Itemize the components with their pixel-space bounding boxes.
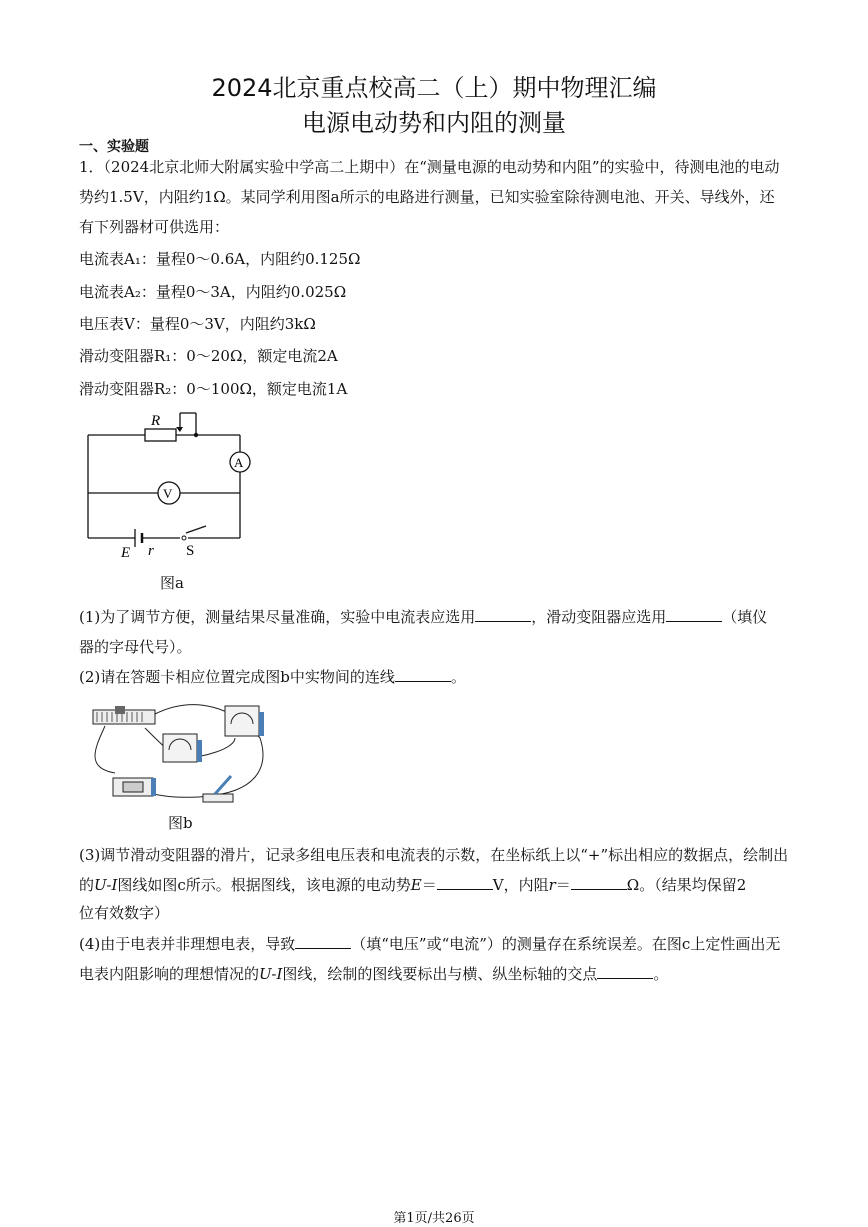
- label-emf: E: [121, 545, 131, 561]
- sub-question-3-cont: 的U-I图线如图c所示。根据图线，该电源的电动势E＝ V，内阻r＝ Ω。（结果均保留2: [79, 876, 747, 894]
- equipment-item: 电流表A₁：量程0～0.6A，内阻约0.125Ω: [79, 250, 361, 268]
- answer-blank[interactable]: [437, 875, 493, 890]
- sub-question-1-cont: 器的字母代号）。: [79, 638, 192, 656]
- label-ammeter: A: [234, 455, 244, 470]
- answer-blank[interactable]: [597, 964, 653, 979]
- question-intro-line: 有下列器材可供选用：: [79, 218, 230, 236]
- answer-blank[interactable]: [571, 875, 627, 890]
- sub-question-4: (4)由于电表并非理想电表，导致 （填“电压”或“电流”）的测量存在系统误差。在图c上定性画出无: [79, 935, 781, 953]
- question-intro-line: 1．（2024北京北师大附属实验中学高二上期中）在“测量电源的电动势和内阻”的实验中，待测电池的电动: [79, 158, 780, 176]
- answer-blank[interactable]: [295, 934, 351, 949]
- answer-blank[interactable]: [666, 607, 722, 622]
- question-intro-line: 势约1.5V，内阻约1Ω。某同学利用图a所示的电路进行测量，已知实验室除待测电池、开关、导线外，还: [79, 188, 775, 206]
- equipment-item: 滑动变阻器R₁：0～20Ω，额定电流2A: [79, 347, 338, 365]
- label-switch: S: [186, 543, 195, 559]
- label-internal-r: r: [148, 543, 154, 559]
- sub-question-4-cont: 电表内阻影响的理想情况的U-I图线，绘制的图线要标出与横、纵坐标轴的交点 。: [79, 965, 669, 983]
- label-voltmeter: V: [163, 486, 173, 501]
- page-subtitle: 电源电动势和内阻的测量: [302, 109, 566, 137]
- circuit-diagram-a: [80, 405, 255, 565]
- sub-question-3: (3)调节滑动变阻器的滑片，记录多组电压表和电流表的示数，在坐标纸上以“+”标出相应的数据点，绘制出: [79, 846, 789, 864]
- sub-question-1: (1)为了调节方便，测量结果尽量准确，实验中电流表应选用 ，滑动变阻器应选用 （填仪: [79, 608, 768, 626]
- figure-a-caption: 图a: [160, 574, 184, 592]
- equipment-item: 电压表V：量程0～3V，内阻约3kΩ: [79, 315, 316, 333]
- section-heading: 一、实验题: [79, 139, 149, 155]
- equipment-item: 电流表A₂：量程0～3A，内阻约0.025Ω: [79, 283, 347, 301]
- apparatus-photo-b: [85, 698, 275, 814]
- page-footer: 第1页/共26页: [393, 1211, 475, 1226]
- answer-blank[interactable]: [395, 667, 451, 682]
- sub-question-3-cont2: 位有效数字）: [79, 904, 170, 922]
- page-title: 2024北京重点校高二（上）期中物理汇编: [211, 74, 657, 102]
- sub-question-2: (2)请在答题卡相应位置完成图b中实物间的连线 。: [79, 668, 466, 686]
- label-r-resistor: R: [151, 413, 161, 429]
- answer-blank[interactable]: [475, 607, 531, 622]
- figure-b-caption: 图b: [168, 814, 193, 832]
- equipment-item: 滑动变阻器R₂：0～100Ω，额定电流1A: [79, 380, 348, 398]
